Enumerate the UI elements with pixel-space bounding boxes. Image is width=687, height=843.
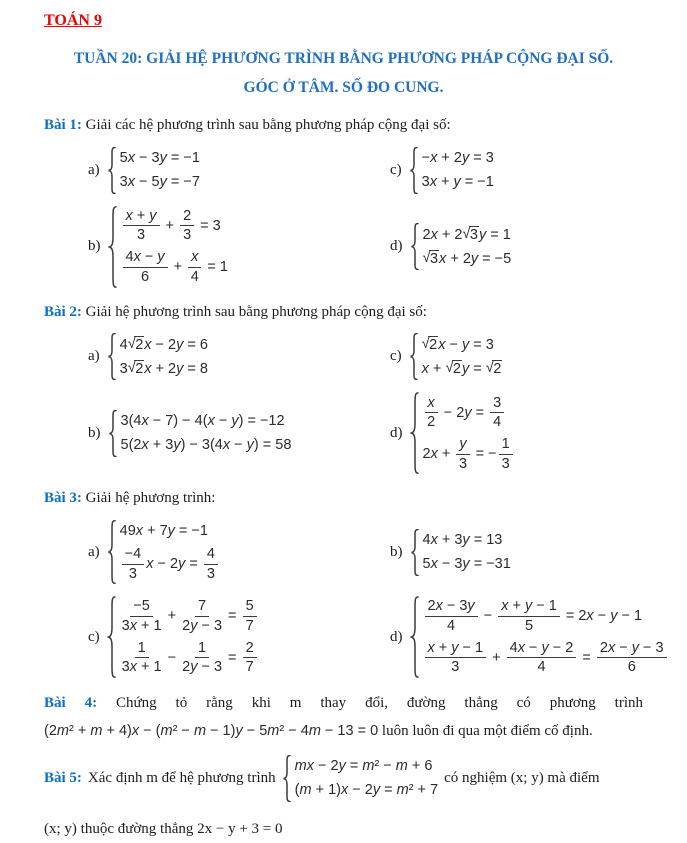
math-run: + — [163, 608, 181, 625]
math-run: y = — [461, 360, 486, 377]
system-item-c — [88, 596, 390, 678]
math-run: 5(2 x + 3 y ) − 3(4 x − y ) = 58 — [120, 437, 292, 454]
system-item-b — [88, 410, 390, 457]
systems-grid — [44, 147, 643, 288]
system-brace-icon — [107, 147, 117, 194]
math-run: − 2 y = — [439, 404, 489, 421]
equation-line — [422, 335, 503, 354]
system-brace-icon — [107, 596, 117, 678]
math-run: − — [163, 649, 181, 666]
problem-heading — [44, 692, 643, 715]
system-brace-icon — [409, 147, 419, 194]
problem-intro: Giải hệ phương trình sau bằng phương pháp cộng đại số: — [85, 303, 427, 320]
equation-line — [121, 208, 228, 244]
math-run: x − y = 3 — [438, 336, 494, 353]
problem-bai-4 — [44, 692, 643, 741]
math-run: 3(4 x − 7) − 4( x − y ) = −12 — [120, 413, 285, 430]
fraction: $\frac{1}{3}$ — [499, 436, 513, 472]
problem-bai-2 — [44, 302, 643, 475]
equation-line — [120, 546, 220, 582]
system-lines — [118, 598, 259, 676]
math-run: = 3 — [196, 217, 221, 234]
system-lines — [293, 757, 439, 800]
system-brace-icon — [108, 206, 118, 288]
sqrt-icon: √ 3 — [462, 225, 478, 243]
problem-heading — [44, 115, 643, 137]
system-tag: b) — [390, 543, 403, 560]
equation-line — [423, 640, 669, 676]
equation-line — [423, 598, 669, 634]
fraction: $\frac{2}{3}$ — [180, 208, 194, 244]
equation-line — [423, 249, 512, 268]
math-run: + — [169, 259, 187, 276]
fraction: $\frac{x + y - 1}{3}$ — [425, 640, 487, 676]
math-run: = 1 — [203, 259, 228, 276]
system-tag: c) — [390, 348, 402, 365]
equation-line — [422, 173, 494, 192]
fraction: $\frac{x + y}{3}$ — [123, 208, 160, 244]
problem-label: Bài 5: — [44, 769, 82, 786]
problem-bai-1 — [44, 115, 643, 288]
equation-system — [107, 596, 259, 678]
system-brace-icon — [410, 596, 420, 678]
system-tag: a) — [88, 161, 100, 178]
inline-text: luôn luôn đi qua một điểm cố định. — [378, 722, 593, 739]
week-heading-line2: GÓC Ở TÂM. SỐ ĐO CUNG. — [243, 79, 444, 97]
sqrt-icon: √ 2 — [127, 336, 144, 354]
math-run: − x + 2 y = 3 — [421, 150, 494, 167]
math-run: 3 x − 5 y = −7 — [119, 174, 200, 191]
system-brace-icon — [107, 520, 117, 584]
system-brace-icon — [107, 333, 117, 380]
fraction: $\frac{2}{7}$ — [243, 640, 257, 676]
math-run: 3 — [119, 360, 128, 377]
equation-line — [423, 531, 511, 550]
system-tag: b) — [88, 424, 101, 441]
system-item-a — [88, 333, 390, 380]
equation-system — [410, 223, 512, 270]
system-tag: d) — [390, 628, 403, 645]
equation-line — [423, 395, 515, 431]
problem-text-after: có nghiệm (x; y) mà điểm — [444, 769, 600, 786]
equation-system — [409, 333, 503, 380]
system-lines — [421, 395, 515, 473]
math-run: 2 x + — [422, 446, 455, 463]
week-heading — [44, 44, 643, 103]
equation-line — [120, 149, 200, 168]
system-brace-icon — [108, 410, 118, 457]
system-brace-icon — [410, 392, 420, 474]
system-lines — [421, 225, 512, 268]
problem-bai-3 — [44, 488, 664, 678]
equation-line — [120, 359, 208, 378]
math-run: 2 x + 2 — [422, 226, 463, 243]
fraction: $\frac{x + y - 1}{5}$ — [498, 598, 560, 634]
system-item-b — [390, 529, 669, 576]
problem-heading — [44, 488, 643, 510]
math-run: 5 x − 3 y = −1 — [119, 150, 200, 167]
doc-title: TOÁN 9 — [44, 12, 102, 29]
equation-system — [409, 147, 494, 194]
math-run: = − — [471, 446, 497, 463]
fraction: $\frac{1}{2y - 3}$ — [182, 639, 223, 676]
math-run: (2 m ² + m + 4) x − ( m ² − m − 1) y − 5 m ² − 4 m − 13 = 0 — [44, 723, 379, 740]
math-run: y = 1 — [478, 226, 511, 243]
equation-line — [423, 555, 511, 574]
fraction: $\frac{y}{3}$ — [456, 436, 469, 472]
problem-intro: Giải hệ phương trình: — [85, 490, 216, 507]
equation-line — [422, 359, 503, 378]
problem-heading — [44, 755, 643, 802]
math-run: 4 x + 3 y = 13 — [422, 532, 503, 549]
system-lines — [118, 149, 200, 192]
fraction: $\frac{5}{7}$ — [243, 598, 257, 634]
problem-text-before: Xác định m để hệ phương trình — [87, 769, 276, 786]
system-item-d — [390, 596, 669, 678]
equation-line — [121, 412, 292, 431]
equation-line — [120, 640, 259, 676]
equation-line — [295, 757, 439, 776]
system-brace-icon — [282, 755, 292, 802]
equation-system — [108, 206, 228, 288]
math-run: ( m + 1) x − 2 y = m ² + 7 — [294, 782, 439, 799]
equation-system — [107, 333, 208, 380]
problem-intro: Giải các hệ phương trình sau bằng phương pháp cộng đại số: — [85, 116, 451, 133]
system-brace-icon — [410, 529, 420, 576]
system-item-b — [88, 206, 390, 288]
math-run: 5 x − 3 y = −31 — [422, 556, 511, 573]
fraction: $\frac{-4}{3}$ — [122, 546, 145, 582]
sqrt-icon: √ 2 — [485, 360, 502, 378]
fraction: $\frac{1}{3x + 1}$ — [121, 639, 162, 676]
math-run: = — [224, 608, 241, 625]
problem-label: Bài 2: — [44, 303, 82, 320]
equation-line — [120, 173, 200, 192]
sqrt-icon: √ 3 — [422, 249, 439, 267]
problem-equation-line — [44, 722, 643, 741]
equation-line — [120, 522, 220, 541]
problem-bai-5 — [44, 755, 643, 841]
equation-system — [107, 147, 200, 194]
equation-system — [282, 755, 439, 802]
math-run: = — [224, 649, 241, 666]
fraction: $\frac{2x - y - 3}{6}$ — [597, 640, 667, 676]
math-run: 3 x + y = −1 — [421, 174, 494, 191]
math-run: x + 2 y = −5 — [439, 250, 512, 267]
fraction: $\frac{x}{4}$ — [188, 249, 201, 285]
problem-label: Bài 3: — [44, 490, 82, 507]
system-item-c — [390, 333, 643, 380]
math-run: 49 x + 7 y = −1 — [119, 523, 208, 540]
equation-system — [410, 529, 511, 576]
problem-text: Chứng tỏ rằng khi m thay đổi, đường thẳng có phương trình — [116, 695, 644, 712]
systems-grid — [44, 520, 664, 678]
fraction: $\frac{2x - 3y}{4}$ — [425, 598, 478, 634]
system-item-d — [390, 392, 643, 474]
equation-line — [423, 436, 515, 472]
math-run: mx − 2 y = m ² − m + 6 — [294, 758, 433, 775]
fraction: $\frac{x}{2}$ — [425, 395, 438, 431]
system-lines — [118, 335, 208, 378]
sqrt-icon: √ 2 — [127, 360, 144, 378]
system-item-a — [88, 520, 390, 584]
math-run: = — [578, 649, 595, 666]
fraction: $\frac{7}{2y - 3}$ — [182, 598, 223, 634]
problems-container — [44, 115, 664, 840]
systems-grid — [44, 333, 643, 474]
fraction: $\frac{4}{3}$ — [204, 546, 218, 582]
system-lines — [118, 522, 220, 582]
equation-system — [410, 596, 669, 678]
math-run: x − 2 y = — [146, 556, 202, 573]
problem-label: Bài 4: — [44, 695, 98, 712]
math-run: 4 — [119, 336, 128, 353]
math-run: x − 2 y = 6 — [144, 336, 208, 353]
fraction: $\frac{4x - y - 2}{4}$ — [507, 640, 577, 676]
problem-text-line2: (x; y) thuộc đường thẳng 2x − y + 3 = 0 — [44, 820, 283, 837]
sqrt-icon: √ 2 — [421, 336, 438, 354]
system-item-a — [88, 147, 390, 194]
system-lines — [420, 335, 503, 378]
fraction: $\frac{4x - y}{6}$ — [123, 249, 168, 285]
equation-line — [121, 249, 228, 285]
equation-line — [120, 335, 208, 354]
equation-line — [121, 436, 292, 455]
problem-label: Bài 1: — [44, 116, 82, 133]
sqrt-icon: √ 2 — [445, 360, 461, 378]
system-lines — [119, 412, 292, 455]
equation-line — [422, 149, 494, 168]
equation-line — [120, 598, 259, 634]
system-tag: c) — [88, 628, 100, 645]
equation-line — [295, 781, 439, 800]
equation-system — [107, 520, 220, 584]
system-brace-icon — [409, 333, 419, 380]
system-tag: a) — [88, 543, 100, 560]
equation-line — [423, 225, 512, 244]
system-lines — [421, 598, 669, 676]
system-item-d — [390, 223, 643, 270]
equation-system — [410, 392, 515, 474]
math-run: = 2 x − y − 1 — [561, 608, 643, 625]
math-run: + — [161, 217, 179, 234]
problem-heading — [44, 302, 643, 324]
system-tag: a) — [88, 348, 100, 365]
math-run: x + 2 y = 8 — [144, 360, 208, 377]
equation-system — [108, 410, 292, 457]
system-tag: d) — [390, 424, 403, 441]
system-lines — [420, 149, 494, 192]
math-run: + — [488, 649, 505, 666]
system-lines — [421, 531, 511, 574]
week-heading-line1: TUẦN 20: GIẢI HỆ PHƯƠNG TRÌNH BẰNG PHƯƠNG PHÁP CỘNG ĐẠI SỐ. — [73, 50, 614, 67]
system-item-c — [390, 147, 643, 194]
math-run: − — [479, 608, 497, 625]
system-tag: d) — [390, 238, 403, 255]
system-tag: b) — [88, 238, 101, 255]
system-tag: c) — [390, 161, 402, 178]
fraction: $\frac{-5}{3x + 1}$ — [121, 598, 162, 634]
fraction: $\frac{3}{4}$ — [490, 395, 504, 431]
system-lines — [119, 208, 228, 286]
math-run: x + — [421, 360, 446, 377]
system-brace-icon — [410, 223, 420, 270]
